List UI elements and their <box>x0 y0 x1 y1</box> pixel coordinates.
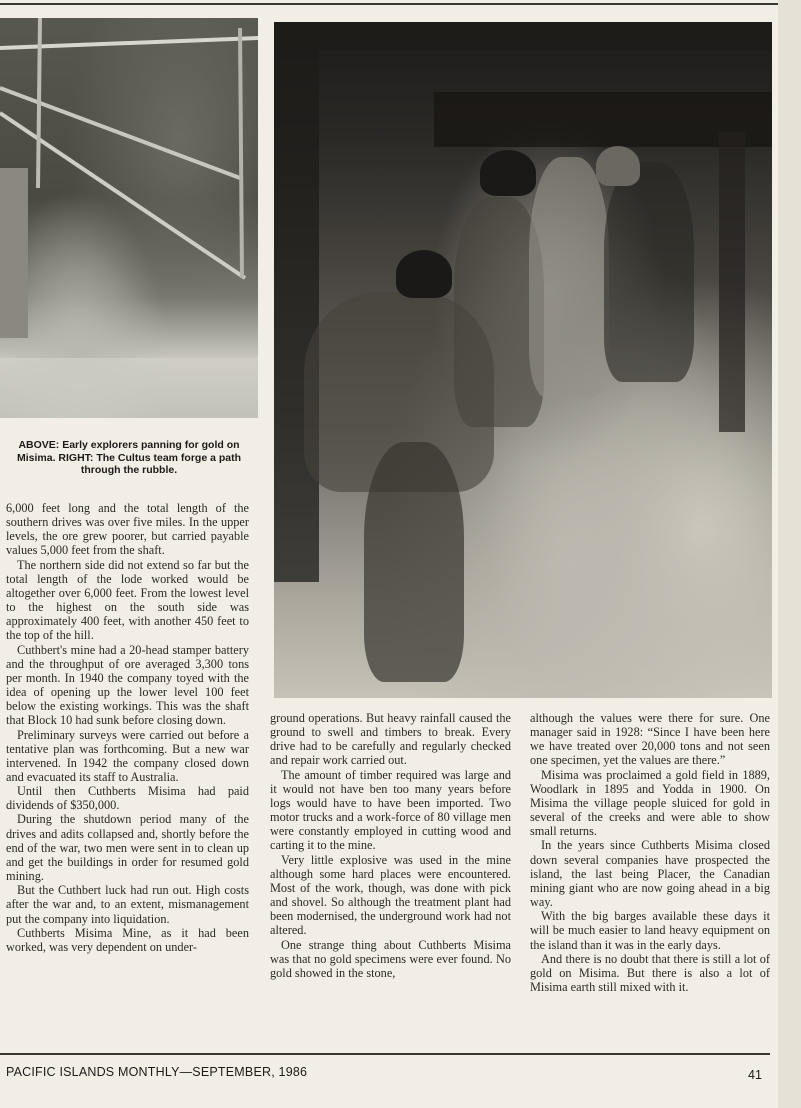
photo-panning-for-gold <box>0 18 258 418</box>
paragraph: And there is no doubt that there is still a lot of gold on Misima. But there is also a lot of Misima earth still mixed with it. <box>530 951 770 994</box>
photo-mine-tunnel <box>274 22 772 698</box>
paragraph: 6,000 feet long and the total length of the southern drives was over five miles. In the upper levels, the ore grew poorer, but carried payable values 5,000 feet from the shaft. <box>6 501 249 558</box>
paragraph: In the years since Cuthberts Misima closed down several companies have prospected the island, the last being Placer, the Canadian mining giant who are now going ahead in a big way. <box>530 838 770 910</box>
paragraph: During the shutdown period many of the drives and adits collapsed and, shortly before the end of the war, two men were sent in to clean up and get the buildings in order for resumed gold mining. <box>6 812 249 884</box>
bamboo-frame-illustration <box>0 18 258 418</box>
top-rule <box>0 3 778 5</box>
paragraph: Until then Cuthberts Misima had paid dividends of $350,000. <box>6 784 249 813</box>
photo-caption: ABOVE: Early explorers panning for gold on Misima. RIGHT: The Cultus team forge a path through the rubble. <box>16 439 242 476</box>
page-edge <box>778 0 801 1108</box>
paragraph: ground operations. But heavy rainfall caused the ground to swell and timbers to break. Every drive had to be carefully and regularly checked and repair work carried out. <box>270 711 511 768</box>
paragraph: One strange thing about Cuthberts Misima was that no gold specimens were ever found. No gold showed in the stone, <box>270 937 511 980</box>
paragraph: The amount of timber required was large and it would not have ben too many years before logs would have to have been imported. Two motor trucks and a work-force of 80 village men were constantly employed in cutting wood and carting it to the mine. <box>270 767 511 853</box>
paragraph: The northern side did not extend so far but the total length of the lode worked would be altogether over 6,000 feet. From the lowest level to the highest on the south side was approximately 400 feet, with another 450 feet to the top of the hill. <box>6 557 249 643</box>
paragraph: Very little explosive was used in the mine although some hard places were encountered. Most of the work, though, was done with pick and shovel. So although the treatment plant had been modernised, the underground work had not altered. <box>270 852 511 938</box>
paragraph: With the big barges available these days it will be much easier to land heavy equipment on the island than it was in the early days. <box>530 909 770 952</box>
paragraph: But the Cuthbert luck had run out. High costs after the war and, to an extent, mismanagement put the company into liquidation. <box>6 883 249 926</box>
paragraph: Misima was proclaimed a gold field in 1889, Woodlark in 1895 and Yodda in 1900. On Misima the village people sluiced for gold in several of the creeks and were able to show small returns. <box>530 767 770 839</box>
page-number: 41 <box>748 1068 762 1082</box>
paragraph: Preliminary surveys were carried out before a tentative plan was forthcoming. But a new war intervened. In 1942 the company closed down and evacuated its staff to Australia. <box>6 727 249 784</box>
text-column-3 <box>530 711 770 994</box>
footer-rule <box>0 1053 770 1055</box>
paragraph: Cuthbert's mine had a 20-head stamper battery and the throughput of ore averaged 3,300 tons per month. In 1940 the company toyed with the idea of opening up the lower level 100 feet below the existing workings. This was the shaft that Block 10 had sunk before closing down. <box>6 642 249 728</box>
paragraph: Cuthberts Misima Mine, as it had been worked, was very dependent on under- <box>6 925 249 954</box>
text-column-1 <box>6 501 249 954</box>
paragraph: although the values were there for sure. One manager said in 1928: “Since I have been here we have treated over 20,000 tons and not seen one specimen, yet the values are there.” <box>530 711 770 768</box>
publication-footer: PACIFIC ISLANDS MONTHLY—SEPTEMBER, 1986 <box>6 1065 308 1079</box>
text-column-2 <box>270 711 511 980</box>
